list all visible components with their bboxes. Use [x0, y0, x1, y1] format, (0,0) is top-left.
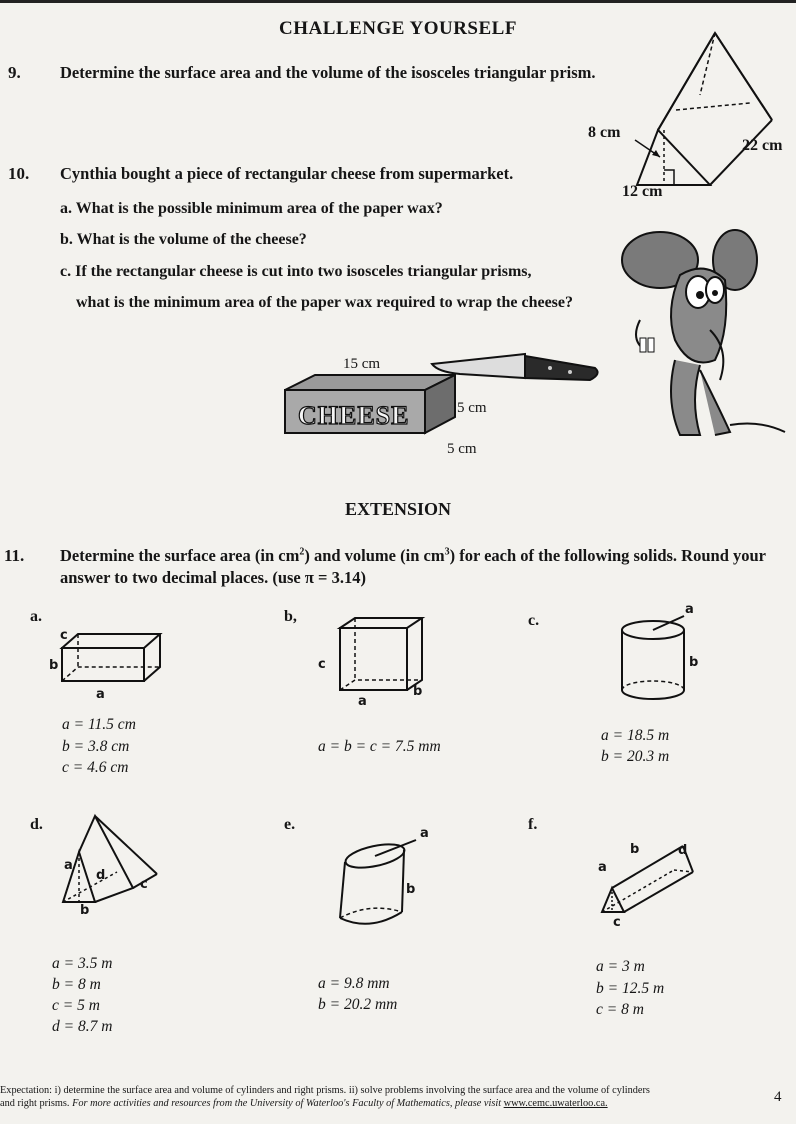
solid-f-c-letter: c [613, 915, 621, 930]
footer-line-1: Expectation: i) determine the surface area and volume of cylinders and right prisms. ii) solve problems involving the surface area and the volume of cylinders [0, 1085, 650, 1096]
solid-f-d-letter: d [678, 843, 688, 858]
page-number: 4 [774, 1089, 782, 1105]
question-11-number: 11. [4, 546, 25, 565]
solid-a-value-a: a = 11.5 cm [62, 716, 136, 733]
solid-e-value-a: a = 9.8 mm [318, 975, 390, 992]
prism-height-label: 8 cm [588, 124, 621, 141]
mouse-cartoon-icon [620, 220, 790, 445]
solid-a-a-letter: a [96, 687, 105, 702]
solid-c-a-letter: a [685, 602, 694, 617]
solid-b-label: b, [284, 608, 297, 625]
cheese-word: CHEESE [298, 401, 410, 430]
solid-d-value-b: b = 8 m [52, 976, 101, 993]
question-10c-line2: what is the minimum area of the paper wax required to wrap the cheese? [76, 294, 573, 311]
question-11-line2: answer to two decimal places. (use π = 3.14) [60, 568, 366, 587]
solid-e-value-b: b = 20.2 mm [318, 996, 398, 1013]
question-9-text: Determine the surface area and the volume of the isosceles triangular prism. [60, 63, 596, 82]
question-10-number: 10. [8, 164, 30, 183]
solid-f-value-a: a = 3 m [596, 958, 645, 975]
solid-d-label: d. [30, 816, 43, 833]
footer-website-link[interactable]: www.cemc.uwaterloo.ca. [503, 1098, 608, 1109]
solid-b-value: a = b = c = 7.5 mm [318, 738, 441, 755]
solid-d-b-letter: b [80, 903, 90, 918]
cheese-depth-label: 5 cm [447, 441, 477, 457]
solid-f-label: f. [528, 816, 538, 833]
question-10c-line1: c. If the rectangular cheese is cut into two isosceles triangular prisms, [60, 263, 532, 280]
solid-a-value-c: c = 4.6 cm [62, 759, 129, 776]
prism-base-label: 12 cm [622, 183, 663, 200]
cheese-length-label: 15 cm [343, 356, 381, 372]
knife-icon [430, 348, 600, 398]
solid-e-b-letter: b [406, 882, 416, 897]
solid-d-value-d: d = 8.7 m [52, 1018, 113, 1035]
page-title: CHALLENGE YOURSELF [279, 18, 517, 39]
solid-a-value-b: b = 3.8 cm [62, 738, 130, 755]
solid-c-value-b: b = 20.3 m [601, 748, 670, 765]
solid-c-b-letter: b [689, 655, 699, 670]
solid-d-d-letter: d [96, 868, 106, 883]
top-border [0, 0, 796, 3]
solid-f-value-c: c = 8 m [596, 1001, 644, 1018]
prism-length-label: 22 cm [742, 137, 783, 154]
solid-d-a-letter: a [64, 858, 73, 873]
solid-a-rectangular-prism-figure [60, 628, 170, 688]
question-10b: b. What is the volume of the cheese? [60, 231, 307, 248]
question-10-text: Cynthia bought a piece of rectangular cheese from supermarket. [60, 164, 514, 183]
solid-c-label: c. [528, 612, 540, 629]
solid-b-b-letter: b [413, 684, 423, 699]
solid-a-label: a. [30, 608, 42, 625]
solid-d-value-c: c = 5 m [52, 997, 100, 1014]
solid-b-a-letter: a [358, 694, 367, 709]
solid-a-c-letter: c [60, 628, 68, 643]
extension-heading: EXTENSION [344, 499, 452, 519]
solid-f-value-b: b = 12.5 m [596, 980, 665, 997]
solid-c-value-a: a = 18.5 m [601, 727, 670, 744]
question-11-line1: Determine the surface area (in $cm^2$) and volume (in $cm^3$) for each of the following solids. Round your [60, 546, 767, 565]
cheese-height-label: 5 cm [457, 400, 487, 416]
solid-e-a-letter: a [420, 826, 429, 841]
solid-a-b-letter: b [49, 658, 59, 673]
solid-b-c-letter: c [318, 657, 326, 672]
solid-f-triangular-prism-figure [598, 840, 708, 920]
solid-f-b-letter: b [630, 842, 640, 857]
isosceles-triangular-prism-figure [600, 10, 790, 190]
solid-e-label: e. [284, 816, 296, 833]
solid-f-a-letter: a [598, 860, 607, 875]
solid-d-c-letter: c [140, 877, 148, 892]
question-10a: a. What is the possible minimum area of the paper wax? [60, 200, 443, 217]
footer-line-2: and right prisms. For more activities and resources from the University of Waterloo's Faculty of Mathematics, please visit www.cemc.uwaterloo.ca. [0, 1098, 608, 1109]
question-9-number: 9. [8, 63, 21, 82]
solid-d-value-a: a = 3.5 m [52, 955, 113, 972]
